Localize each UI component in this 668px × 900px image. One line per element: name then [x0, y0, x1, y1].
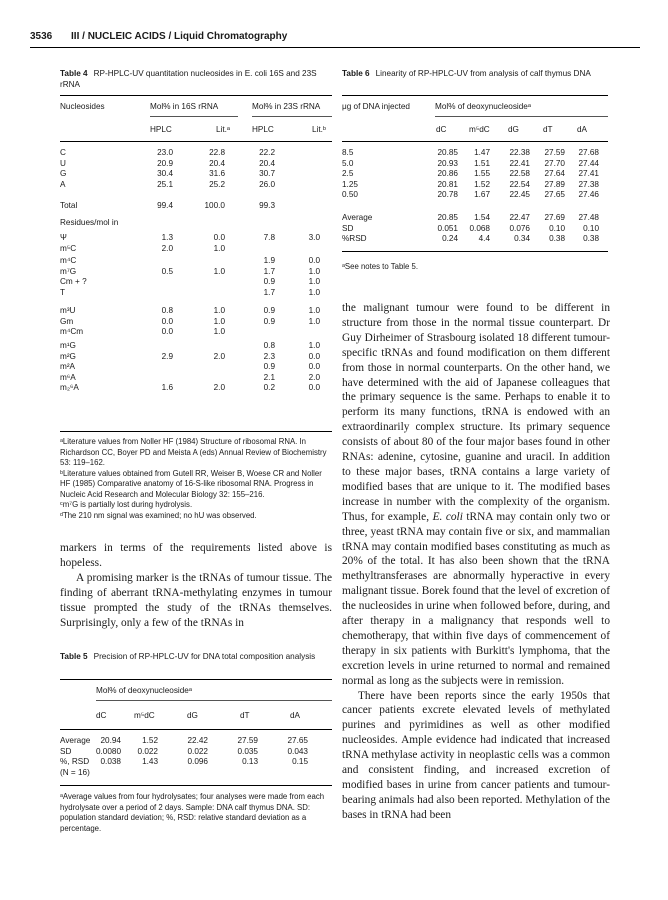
table-cell: 27.59: [544, 148, 565, 157]
table4-footnote-a: ᵃLiterature values from Noller HF (1984) Structure of ribosomal RNA. In Richardson CC, Boyer PD and Meista A (eds) Annual Review of Biochemistry 53: 119–162.: [60, 437, 327, 467]
table6-col-dg: dG: [508, 125, 519, 134]
table-cell: 0.0: [308, 351, 320, 361]
table-cell: 0.38: [549, 234, 565, 243]
table-cell: 1.7: [263, 266, 275, 276]
table4-group16-rule: [150, 116, 238, 117]
table-cell: 22.54: [509, 179, 530, 189]
running-header: [30, 31, 640, 45]
table-cell: 1.47: [474, 148, 490, 157]
table4-lit-a-header: Lit.ᵃ: [216, 125, 230, 134]
table-cell: 0.8: [161, 306, 173, 315]
table-row-label: Ψ: [60, 233, 67, 242]
table-cell: 3.0: [308, 233, 320, 242]
table-row-label: A: [60, 179, 66, 189]
table-cell: 0.9: [263, 362, 275, 371]
table5-label: Table 5: [60, 652, 88, 661]
table-cell: 22.8: [209, 148, 225, 157]
table-cell: 20.4: [209, 158, 225, 168]
table-cell: 20.78: [437, 190, 458, 199]
table-cell: 1.9: [263, 256, 275, 265]
table-cell: 1.67: [474, 190, 490, 199]
table5-header-rule: [60, 729, 332, 730]
table6-group-rule: [435, 116, 608, 117]
table-cell: 0.051: [437, 223, 458, 233]
table-row-label: m⁴C: [60, 256, 77, 265]
table-cell: 27.89: [544, 179, 565, 189]
right-paragraph-2: There have been reports since the early 1950s that cancer patients excrete elevated levels of methylated purines and pyrimidines as well as other modified nucleosides. Ample evidence had indicated that increased tRNA methylase activity in neoplastic cells was a common and consistent finding, and increased excretion of modified bases in urine from cancer patients and tumour-bearing animals had also been reported. Methylation of the bases in tRNA had been: [342, 689, 610, 821]
table-cell: 100.0: [204, 201, 225, 210]
table-cell: 1.43: [142, 757, 158, 766]
table-cell: 22.38: [509, 148, 530, 157]
table-cell: 7.8: [263, 233, 275, 242]
table-cell: 2.0: [308, 372, 320, 382]
table-cell: 1.0: [308, 316, 320, 326]
right-body-text: [342, 301, 610, 823]
table-cell: 2.0: [213, 383, 225, 392]
table-row-label: m⁷G: [60, 266, 77, 276]
table5-col-dg: dG: [187, 711, 198, 720]
table-row-label: m²A: [60, 362, 76, 371]
table-row-label: SD: [60, 746, 72, 756]
table-cell: 22.47: [509, 213, 530, 222]
table6-footnote: ᵃSee notes to Table 5.: [342, 262, 419, 271]
table-row-label: 1.25: [342, 179, 358, 189]
table-cell: 0.24: [442, 234, 458, 243]
table-cell: 22.41: [509, 158, 530, 168]
table-cell: 20.86: [437, 169, 458, 178]
table-cell: 1.0: [213, 266, 225, 276]
table-cell: 0.0: [308, 362, 320, 371]
table-cell: 0.022: [137, 746, 158, 756]
table-cell: 0.10: [549, 223, 565, 233]
table-cell: 0.13: [242, 757, 258, 766]
table-cell: 1.52: [142, 736, 158, 745]
running-title: III / NUCLEIC ACIDS / Liquid Chromatography: [71, 31, 288, 42]
table-cell: 0.9: [263, 316, 275, 326]
table4-label: Table 4: [60, 69, 88, 78]
table-cell: 0.0: [308, 383, 320, 392]
table-cell: 0.068: [469, 223, 490, 233]
table6-col-da: dA: [577, 125, 588, 134]
table-cell: 2.0: [213, 351, 225, 361]
table-cell: 26.0: [259, 179, 275, 189]
table6-group-header: Mol% of deoxynucleosideᵃ: [435, 102, 531, 111]
table-row-label: G: [60, 169, 67, 178]
table-cell: 0.8: [263, 341, 275, 350]
table-row-label: 8.5: [342, 148, 354, 157]
table-cell: 25.2: [209, 179, 225, 189]
table-row-label: 5.0: [342, 158, 354, 168]
table-cell: 1.0: [308, 341, 320, 350]
table-cell: 2.9: [161, 351, 173, 361]
table-cell: 27.65: [287, 736, 308, 745]
table5-group-rule: [96, 700, 332, 701]
table-row-label: Cm + ?: [60, 277, 87, 286]
table-cell: 27.48: [578, 213, 599, 222]
table5-col-dc: dC: [96, 711, 107, 720]
table4-group16-header: Mol% in 16S rRNA: [150, 102, 219, 111]
table4-group23-header: Mol% in 23S rRNA: [252, 102, 321, 111]
table-row-label: C: [60, 148, 66, 157]
table-cell: 27.41: [578, 169, 599, 178]
table-cell: 27.46: [578, 190, 599, 199]
table5-caption-text: Precision of RP-HPLC-UV for DNA total composition analysis: [93, 652, 316, 661]
table-cell: 30.4: [157, 169, 173, 178]
table-cell: 27.64: [544, 169, 565, 178]
header-rule: [30, 47, 640, 48]
table-cell: 0.035: [237, 746, 258, 756]
table-cell: 1.6: [161, 383, 173, 392]
table4-hplc16-header: HPLC: [150, 125, 172, 134]
right-paragraph-1: [342, 301, 610, 689]
table-cell: 1.0: [213, 316, 225, 326]
table-cell: 99.3: [259, 201, 275, 210]
table-cell: 31.6: [209, 169, 225, 178]
table4-top-rule: [60, 95, 332, 96]
right-paragraph-1-italic: E. coli: [432, 510, 463, 523]
table6-header-rule: [342, 141, 608, 142]
table-cell: 1.54: [474, 213, 490, 222]
table-cell: 0.038: [100, 757, 121, 766]
table-cell: 1.3: [161, 233, 173, 242]
table-cell: 0.15: [292, 757, 308, 766]
table-cell: 30.7: [259, 169, 275, 178]
table4-footnote-c: ᶜm⁷G is partially lost during hydrolysis.: [60, 500, 193, 509]
table-cell: 1.52: [474, 179, 490, 189]
table-cell: 0.096: [187, 757, 208, 766]
table-cell: 0.34: [514, 234, 530, 243]
table-row-label: T: [60, 287, 66, 297]
table6-caption: [342, 68, 612, 79]
table-cell: 2.1: [263, 372, 275, 382]
table-cell: 2.0: [161, 243, 173, 253]
table-cell: 1.0: [308, 287, 320, 297]
table-cell: 0.9: [263, 306, 275, 315]
table-cell: 0.022: [187, 746, 208, 756]
table-cell: 20.94: [100, 736, 121, 745]
table-cell: 27.65: [544, 190, 565, 199]
table-cell: 4.4: [478, 234, 490, 243]
table6-col1-header: μg of DNA injected: [342, 102, 410, 111]
table-cell: 22.42: [187, 736, 208, 745]
page-number: 3536: [30, 31, 53, 42]
table-row-label: 0.50: [342, 190, 358, 199]
table-cell: 25.1: [157, 179, 173, 189]
table-cell: 0.0: [213, 233, 225, 242]
table6-bottom-rule: [342, 251, 608, 252]
table5-footnote: ᵃAverage values from four hydrolysates; four analyses were made from each hydrolysate over a period of 2 days. Sample: DNA calf thymus DNA. SD: population standard deviation; %, RSD: relative standard deviation as a percentage.: [60, 792, 325, 833]
table-cell: 1.0: [308, 306, 320, 315]
table-row-label: m²G: [60, 351, 76, 361]
left-paragraph-1: markers in terms of the requirements listed above is hopeless.: [60, 542, 332, 569]
table-cell: 0.0: [161, 316, 173, 326]
table-cell: 27.70: [544, 158, 565, 168]
table-cell: 20.4: [259, 158, 275, 168]
table-cell: 1.0: [213, 306, 225, 315]
table-cell: 0.2: [263, 383, 275, 392]
table-cell: 20.85: [437, 148, 458, 157]
table-cell: 23.0: [157, 148, 173, 157]
left-paragraph-2: A promising marker is the tRNAs of tumour tissue. The finding of aberrant tRNA-methylating enzymes in tumour tissue prompted the study of the tRNAs themselves. Surprisingly, only a few of the tRNAs in: [60, 571, 332, 629]
table4-hplc23-header: HPLC: [252, 125, 274, 134]
table-row-label: SD: [342, 223, 354, 233]
table-cell: 1.0: [308, 277, 320, 286]
left-body-text: [60, 541, 332, 630]
table5-col-m5dc: m⁵dC: [134, 711, 155, 720]
table-cell: 2.3: [263, 351, 275, 361]
table-cell: 22.45: [509, 190, 530, 199]
table-row-label: U: [60, 158, 66, 168]
table-row-label: (N = 16): [60, 767, 90, 777]
table-cell: 27.38: [578, 179, 599, 189]
table6-top-rule: [342, 95, 608, 96]
table-row-label: m⁶A: [60, 372, 76, 382]
table4-footnotes: [60, 437, 332, 521]
table-row-label: m⁴Cm: [60, 327, 84, 336]
table-cell: 1.51: [474, 158, 490, 168]
table-row-label: Gm: [60, 316, 74, 326]
table4-group23-rule: [252, 116, 332, 117]
table-cell: 20.93: [437, 158, 458, 168]
table4-caption: [60, 68, 332, 90]
table-cell: 0.0: [308, 256, 320, 265]
table-row-label: m¹G: [60, 341, 76, 350]
table-row-label: %, RSD: [60, 757, 90, 766]
table-cell: 0.076: [509, 223, 530, 233]
table-row-label: m⁵C: [60, 243, 77, 253]
table-cell: 27.69: [544, 213, 565, 222]
table-cell: 22.2: [259, 148, 275, 157]
table-row-label: m³U: [60, 306, 76, 315]
table5-caption: [60, 651, 332, 662]
table-cell: 1.55: [474, 169, 490, 178]
table-cell: 1.0: [213, 327, 225, 336]
table6-col-dt: dT: [543, 125, 553, 134]
table-cell: 22.58: [509, 169, 530, 178]
table4-header-rule: [60, 141, 332, 142]
table6-col-m5dc: m⁵dC: [469, 125, 490, 134]
table-row-label: Total: [60, 201, 78, 210]
table-cell: 1.0: [213, 243, 225, 253]
table-cell: 20.9: [157, 158, 173, 168]
table-cell: 27.59: [237, 736, 258, 745]
table-row-label: %RSD: [342, 234, 367, 243]
table-cell: 0.043: [287, 746, 308, 756]
right-paragraph-1-part-b: tRNA may contain only two or three, yeast tRNA may contain five or six, and mammalian tRNA may contain modified bases constituting as much as 20% of the total. It has also been shown that the tRNA methyltransferases are abnormally hyperactive in every malignant tissue. Borek found that the level of excretion of the nucleosides in urine when followed before, during, and after therapy in a malignancy that responds well to chemotherapy, that within five days of commencement of therapy in six patients with Burkitt's lymphoma, that the excretion levels in urine returned to normal and remained normal as long as the subjects were in remission.: [342, 510, 610, 687]
table-cell: 0.0: [161, 327, 173, 336]
table-row-label: Residues/mol in: [60, 218, 119, 227]
table-cell: 1.0: [308, 266, 320, 276]
table5-col-da: dA: [290, 711, 301, 720]
table4-footnote-b: ᵇLiterature values obtained from Gutell RR, Weiser B, Woese CR and Noller HF (1985) Comparative anatomy of 16-S-like ribosomal RNA. Progress in Nucleic Acid Research and Molecular Biology 32: 155–216.: [60, 468, 322, 499]
right-paragraph-1-part-a: the malignant tumour were found to be different in structure from those in the normal tissue counterpart. Dr Guy Dirheimer of Strasbourg isolated 18 different tumour-specific tRNAs and found modification on them different from those in normal counterparts. On the other hand, we have determined with the aid of Japanese colleagues that the primary sequence is the same. Perhaps to enable it to perform its many functions, tRNA is endowed with an extraordinarily complex structure. Its primary sequence consists of about 80 of the four major bases found in other RNAs: adenine, cytosine, guanine and uracil. In addition to these major bases, tRNA contains a large variety of modified bases that are unique to it. The modified bases increase in number with the complexity of the organism. Thus, for example,: [342, 302, 610, 523]
table-cell: 0.10: [583, 223, 599, 233]
table5-col-dt: dT: [240, 711, 250, 720]
table4-footnote-d: ᵈThe 210 nm signal was examined; no hU was observed.: [60, 510, 257, 520]
table5-group-header: Mol% of deoxynucleosideᵃ: [96, 686, 192, 695]
table-row-label: m₂⁶A: [60, 383, 79, 392]
table6-label: Table 6: [342, 69, 370, 78]
table-cell: 20.81: [437, 179, 458, 189]
table4-caption-text: RP-HPLC-UV quantitation nucleosides in E. coli 16S and 23S rRNA: [60, 69, 317, 89]
table6-col-dc: dC: [436, 125, 447, 134]
table-cell: 20.85: [437, 213, 458, 222]
table4-col1-header: Nucleosides: [60, 102, 105, 111]
table-row-label: 2.5: [342, 169, 354, 178]
table-cell: 27.68: [578, 148, 599, 157]
table-cell: 0.38: [583, 234, 599, 243]
table5-bottom-rule: [60, 785, 332, 786]
table6-caption-text: Linearity of RP-HPLC-UV from analysis of calf thymus DNA: [375, 69, 591, 78]
table5-top-rule: [60, 679, 332, 680]
table-cell: 99.4: [157, 201, 173, 210]
table4-bottom-rule: [60, 431, 332, 432]
table-row-label: Average: [60, 736, 91, 745]
table-cell: 27.44: [578, 158, 599, 168]
table-row-label: Average: [342, 213, 373, 222]
table-cell: 0.5: [161, 266, 173, 276]
table-cell: 1.7: [263, 287, 275, 297]
table-cell: 0.0080: [95, 746, 121, 756]
table4-lit-b-header: Lit.ᵇ: [312, 125, 327, 134]
table-cell: 0.9: [263, 277, 275, 286]
